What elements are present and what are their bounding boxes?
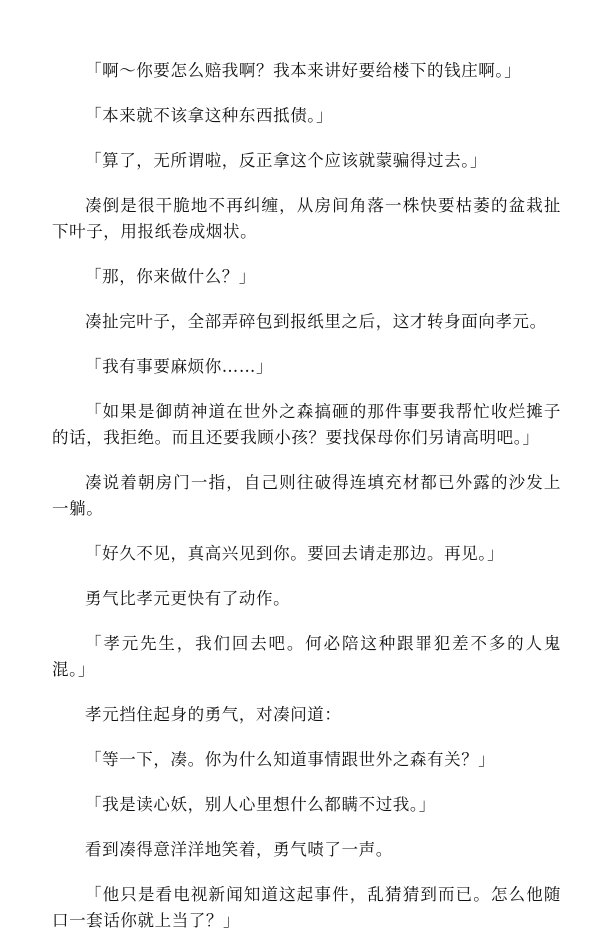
paragraph: 「那，你来做什么？」: [85, 267, 256, 286]
paragraph: 「等一下，凑。你为什么知道事情跟世外之森有关？」: [85, 750, 496, 769]
paragraph: 凑扯完叶子，全部弄碎包到报纸里之后，这才转身面向孝元。: [85, 312, 547, 331]
paragraph: 勇气比孝元更快有了动作。: [85, 589, 291, 608]
paragraph: 「本来就不该拿这种东西抵债。」: [85, 106, 334, 125]
paragraph: 「好久不见，真高兴见到你。要回去请走那边。再见。」: [85, 544, 505, 563]
paragraph: 「我是读心妖，别人心里想什么都瞒不过我。」: [85, 795, 436, 814]
paragraph: 孝元挡住起身的勇气，对凑问道：: [85, 705, 342, 724]
paragraph: 凑说着朝房门一指，自己则往破得连填充材都已外露的沙发上一躺。: [52, 473, 561, 518]
paragraph: 「啊～你要怎么赔我啊？我本来讲好要给楼下的钱庄啊。」: [85, 61, 522, 80]
paragraph: 看到凑得意洋洋地笑着，勇气啧了一声。: [85, 840, 393, 859]
paragraph: 凑倒是很干脆地不再纠缠，从房间角落一株快要枯萎的盆栽扯下叶子，用报纸卷成烟状。: [52, 196, 561, 241]
paragraph: 「我有事要麻烦你……」: [85, 357, 274, 376]
paragraph: 「他只是看电视新闻知道这起事件，乱猜猜到而已。怎么他随口一套话你就上当了？」: [52, 885, 561, 930]
paragraph: 「孝元先生，我们回去吧。何必陪这种跟罪犯差不多的人鬼混。」: [52, 634, 561, 679]
paragraph: 「如果是御荫神道在世外之森搞砸的那件事要我帮忙收烂摊子的话，我拒绝。而且还要我顾小孩？要找保母你们另请高明吧。」: [52, 402, 561, 447]
paragraph: 「算了，无所谓啦，反正拿这个应该就蒙骗得过去。」: [85, 151, 488, 170]
